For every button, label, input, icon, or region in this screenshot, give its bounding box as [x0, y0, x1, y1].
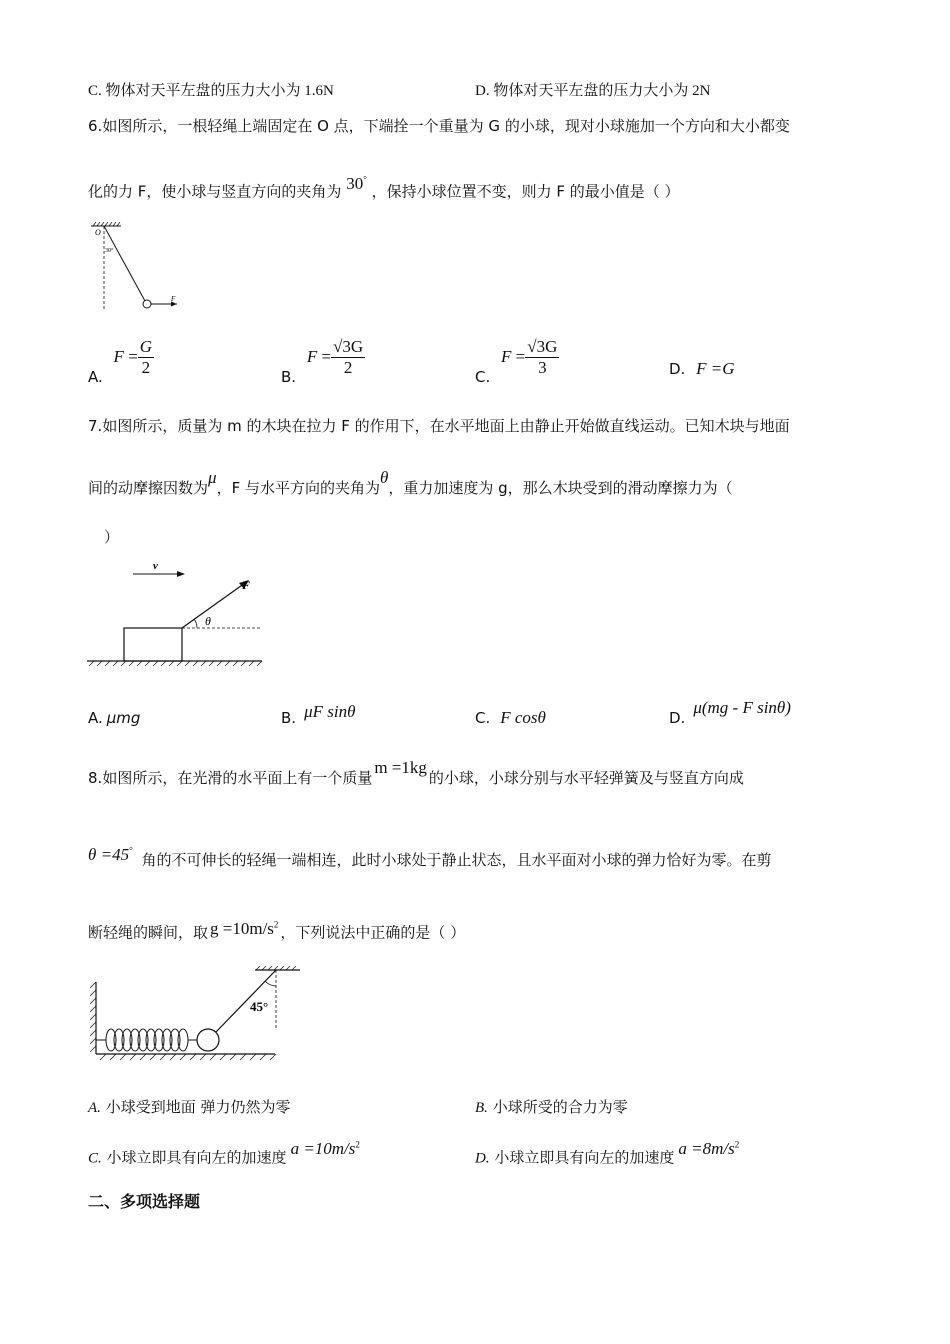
q7-option-b: B. μF sinθ	[281, 702, 356, 727]
q7-option-c: C. F cosθ	[475, 708, 546, 727]
q6-line1: 6.如图所示，一根轻绳上端固定在 O 点，下端拴一个重量为 G 的小球，现对小球施加一个方向和大小都变	[88, 117, 790, 135]
q8-line3: 断轻绳的瞬间，取 $g =10m/s^2$ ，下列说法中正确的是（ ）	[88, 918, 466, 942]
q8-theta: θ =45°	[88, 844, 133, 864]
q6-option-a: A. F = $\frac{G}{2}$	[88, 337, 153, 386]
q7-number: 7.	[88, 417, 103, 435]
q6-line2: 化的力 F，使小球与竖直方向的夹角为 30° ，保持小球位置不变，则力 F 的最小值是（ ）	[88, 173, 680, 201]
section-2-heading: 二、多项选择题	[88, 1192, 201, 1211]
q8-line1: 8.如图所示，在光滑的水平面上有一个质量m =1kg的小球，小球分别与水平轻弹簧及与竖直方向成	[88, 758, 744, 787]
q6-figure-angle-label: 30°	[105, 248, 114, 254]
q5-option-d: D. 物体对天平左盘的压力大小为 2N	[475, 83, 711, 99]
q7-figure-force-label: F	[242, 578, 251, 592]
q8-line2: θ =45° 角的不可伸长的轻绳一端相连，此时小球处于静止状态，且水平面对小球的弹力恰好为零。在剪	[88, 844, 772, 869]
q8-option-c: C. 小球立即具有向左的加速度 $a =10m/s^2$	[88, 1138, 360, 1167]
q7-option-d: D.μ(mg - F sinθ)	[669, 698, 791, 727]
q6-option-d: D. F =G	[669, 359, 735, 378]
q8-option-b: B. 小球所受的合力为零	[475, 1098, 628, 1116]
q7-line3: ）	[104, 528, 120, 546]
q6-figure-force-label: F	[171, 295, 176, 303]
q6-number: 6.	[88, 117, 103, 135]
q7-figure-block	[85, 556, 265, 670]
q7-line1: 7.如图所示，质量为 m 的木块在拉力 F 的作用下，在水平地面上由静止开始做直线运动。已知木块与地面	[88, 417, 790, 435]
q6-angle: 30°	[346, 173, 367, 193]
q8-option-d: D. 小球立即具有向左的加速度 $a =8m/s^2$	[475, 1138, 740, 1167]
q7-line2: 间的动摩擦因数为μ，F 与水平方向的夹角为θ，重力加速度为 g，那么木块受到的滑动摩擦力为（	[88, 468, 733, 497]
q6-option-b: B. F = $\frac{√3G}{2}$	[281, 337, 364, 386]
q8-option-a: A. 小球受到地面 弹力仍然为零	[88, 1098, 291, 1116]
q6-figure-point-label: O	[95, 228, 101, 237]
q5-option-c: C. 物体对天平左盘的压力大小为 1.6N	[88, 83, 334, 99]
q6-option-c: C. F = $\frac{√3G}{3}$	[475, 337, 558, 386]
q7-figure-theta-label: θ	[205, 614, 211, 628]
q7-figure-velocity-label: v	[153, 560, 158, 572]
q8-figure-spring	[90, 966, 302, 1062]
q7-option-a: A. μmg	[88, 709, 141, 727]
q6-figure-pendulum	[85, 222, 195, 314]
q8-number: 8.	[88, 769, 103, 787]
q8-figure-angle-label: 45°	[250, 999, 269, 1014]
